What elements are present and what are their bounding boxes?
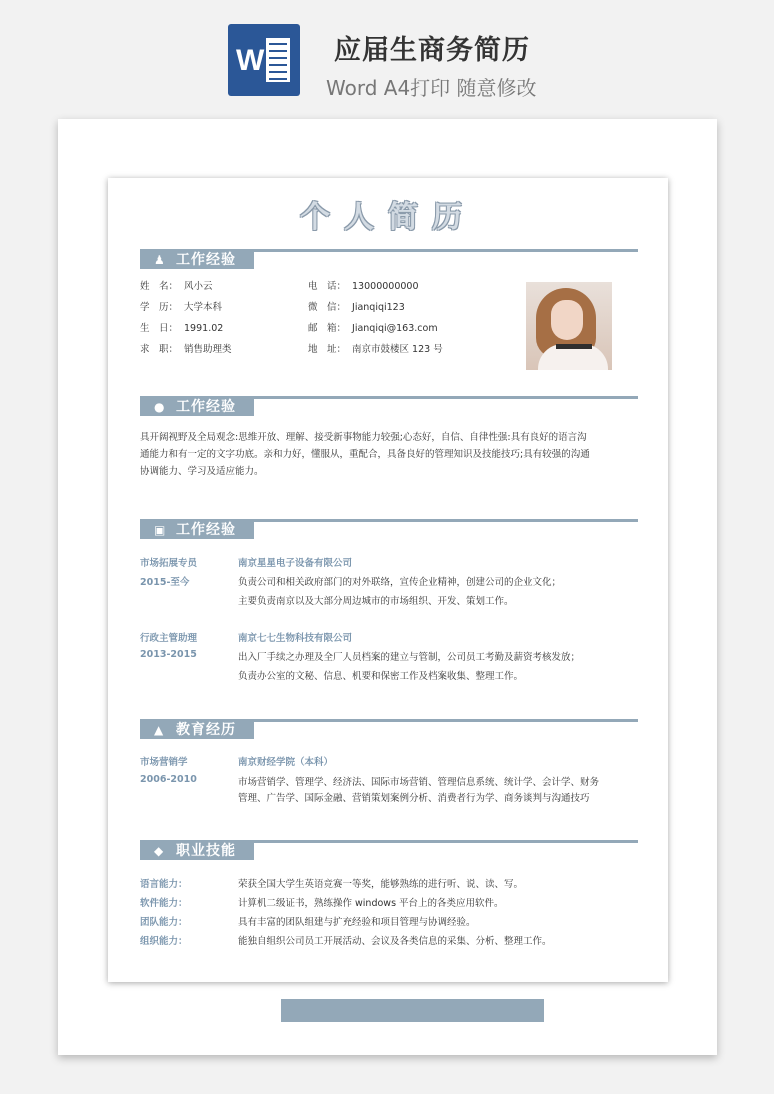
info-education: 学 历： 大学本科 — [140, 302, 223, 313]
job-title: 市场拓展专员 — [140, 558, 198, 569]
info-phone: 电 话： 13000000000 — [308, 281, 419, 292]
edu-school: 南京财经学院（本科） — [238, 757, 334, 768]
section-header-skills — [140, 840, 638, 858]
edu-courses: 市场营销学、管理学、经济法、国际市场营销、管理信息系统、统计学、会计学、财务 — [238, 777, 600, 788]
job-title: 行政主管助理 — [140, 633, 198, 644]
resume-page — [108, 178, 668, 982]
skill-detail: 具有丰富的团队组建与扩充经验和项目管理与协调经验。 — [238, 917, 476, 928]
profile-photo — [526, 282, 612, 370]
banner-title: 应届生商务简历 — [334, 35, 530, 66]
edu-courses: 管理、广告学、国际金融、营销策划案例分析、消费者行为学、商务谈判与沟通技巧 — [238, 793, 590, 804]
section-label: 工作经验 — [176, 522, 236, 538]
chat-icon: ● — [154, 400, 165, 414]
section-label: 职业技能 — [176, 843, 236, 859]
job-detail: 负责公司和相关政府部门的对外联络，宣传企业精神，创建公司的企业文化； — [238, 577, 562, 588]
section-header-work — [140, 519, 638, 537]
skill-detail: 能独自组织公司员工开展活动、会议及各类信息的采集、分析、整理工作。 — [238, 936, 552, 947]
section-header-summary — [140, 396, 638, 414]
skill-label: 软件能力： — [140, 898, 188, 909]
job-company: 南京星星电子设备有限公司 — [238, 558, 353, 569]
header-banner — [0, 0, 774, 112]
skill-detail: 计算机二级证书，熟练操作 windows 平台上的各类应用软件。 — [238, 898, 504, 909]
edu-major: 市场营销学 — [140, 757, 188, 768]
job-date: 2013-2015 — [140, 649, 197, 660]
job-detail: 负责办公室的文秘、信息、机要和保密工作及档案收集、整理工作。 — [238, 671, 524, 682]
job-date: 2015-至今 — [140, 577, 190, 588]
job-company: 南京七七生物科技有限公司 — [238, 633, 353, 644]
skill-label: 组织能力： — [140, 936, 188, 947]
briefcase-icon: ▣ — [154, 523, 166, 537]
info-address: 地 址： 南京市鼓楼区 123 号 — [308, 344, 443, 355]
layers-icon: ◆ — [154, 844, 164, 858]
section-label: 教育经历 — [176, 722, 236, 738]
info-job-target: 求 职： 销售助理类 — [140, 344, 232, 355]
word-app-icon — [228, 24, 300, 96]
info-email: 邮 箱： Jianqiqi@163.com — [308, 323, 438, 334]
banner-subtitle: Word A4打印 随意修改 — [326, 76, 537, 100]
info-name: 姓 名： 风小云 — [140, 281, 213, 292]
edu-date: 2006-2010 — [140, 774, 197, 785]
skill-label: 团队能力： — [140, 917, 188, 928]
skill-detail: 荣获全国大学生英语竞赛一等奖，能够熟练的进行听、说、读、写。 — [238, 879, 524, 890]
skill-label: 语言能力： — [140, 879, 188, 890]
graduation-cap-icon: ▲ — [154, 723, 164, 737]
section-label: 工作经验 — [176, 252, 236, 268]
job-detail: 出入厂手续之办理及全厂人员档案的建立与管制，公司员工考勤及薪资考核发放； — [238, 652, 581, 663]
section-header-education — [140, 719, 638, 737]
section-header-info — [140, 249, 638, 267]
job-detail: 主要负责南京以及大部分周边城市的市场组织、开发、策划工作。 — [238, 596, 514, 607]
user-icon: ♟ — [154, 253, 165, 267]
info-birthday: 生 日： 1991.02 — [140, 323, 224, 334]
summary-text: 具开阔视野及全局观念:思维开放、理解、接受新事物能力较强;心态好，自信、自律性强:具有良好的语言沟 通能力和有一定的文字功底。亲和力好，懂服从，重配合，具备良好的管理知识及技能技巧;具有较强的沟通 协调能力、学习及适应能力。 — [140, 432, 590, 477]
info-wechat: 微 信： Jianqiqi123 — [308, 302, 405, 313]
document-lines-icon — [266, 38, 290, 82]
bottom-bar — [281, 999, 544, 1022]
resume-title: 个人简历 — [300, 200, 476, 235]
word-letter: W — [236, 44, 265, 77]
section-label: 工作经验 — [176, 399, 236, 415]
